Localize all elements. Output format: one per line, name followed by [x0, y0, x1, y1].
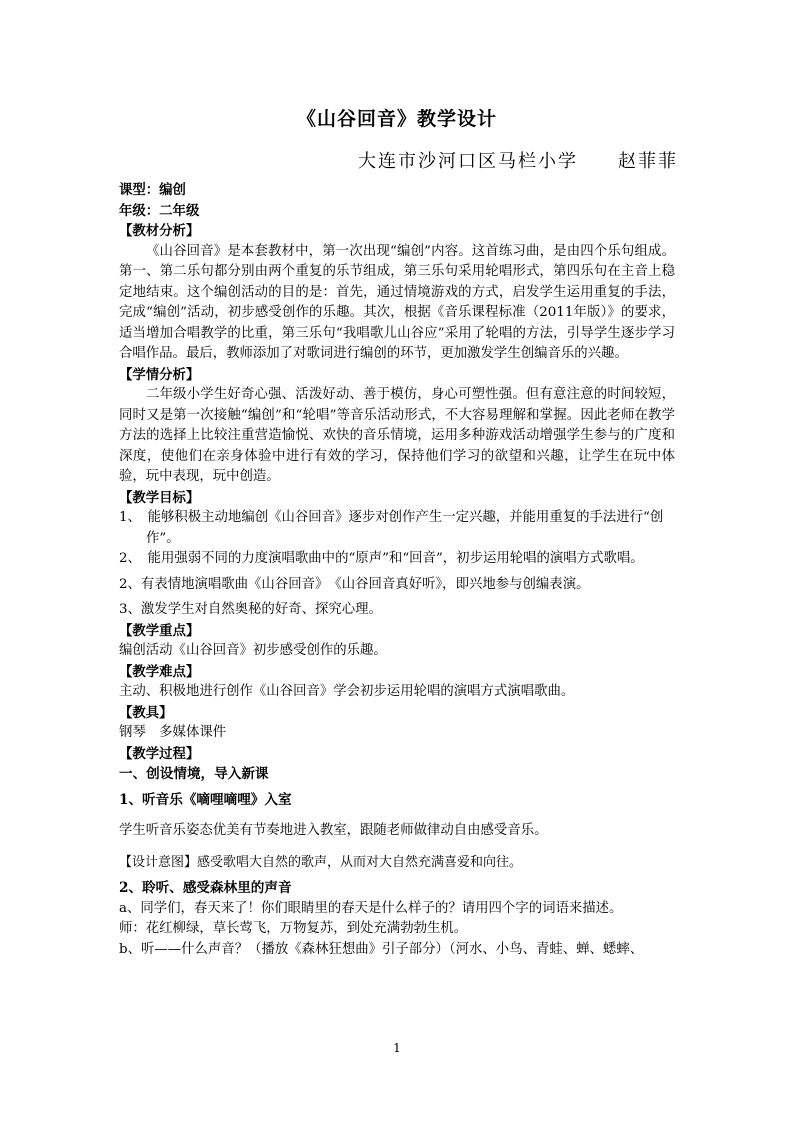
course-type: 课型：编创 — [119, 182, 186, 198]
process-step-text: b、听——什么声音？（播放《森林狂想曲》引子部分）（河水、小鸟、青蛙、蝉、蟋蟀、 — [119, 941, 644, 957]
objective-item: 1、 能够积极主动地编创《山谷回音》逐步对创作产生一定兴趣，并能用重复的手法进行“创作”。 — [119, 510, 664, 546]
page-number: 1 — [393, 1041, 401, 1055]
process-part-title: 一、创设情境，导入新课 — [119, 766, 269, 782]
key-points-text: 编创活动《山谷回音》初步感受创作的乐趣。 — [119, 643, 387, 658]
difficulties-text: 主动、积极地进行创作《山谷回音》学会初步运用轮唱的演唱方式演唱歌曲。 — [119, 684, 575, 699]
document-title: 《山谷回音》教学设计 — [296, 108, 497, 130]
heading-material-analysis: 【教材分析】 — [119, 223, 200, 239]
heading-process: 【教学过程】 — [119, 745, 200, 762]
heading-student-analysis: 【学情分析】 — [119, 366, 200, 383]
student-analysis-text: 二年级小学生好奇心强、活泼好动、善于模仿，身心可塑性强。但有意注意的时间较短，同时又是第一次接触“编创”和“轮唱”等音乐活动形式，不大容易理解和掌握。因此老师在教学方法的选择上比较注重营造愉悦、欢快的音乐情境，运用多种游戏活动增强学生参与的广度和深度，使他们在亲身体验中进行有效的学习，保持他们学习的欲望和兴趣，让学生在玩中体验，玩中表现，玩中创造。 — [119, 387, 675, 484]
process-step-text: 师：花红柳绿，草长莺飞，万物复苏，到处充满勃勃生机。 — [119, 921, 468, 936]
document-author: 大连市沙河口区马栏小学 赵菲菲 — [358, 151, 678, 172]
process-step-title: 2、聆听、感受森林里的声音 — [119, 880, 292, 896]
objective-item: 2、有表情地演唱歌曲《山谷回音》 《山谷回音真好听》，即兴地参与创编表演。 — [119, 576, 590, 592]
document-body — [119, 180, 675, 960]
objective-item: 3、激发学生对自然奥秘的好奇、探究心理。 — [119, 602, 382, 617]
grade-level: 年级：二年级 — [119, 202, 200, 219]
heading-tools: 【教具】 — [119, 704, 173, 721]
heading-difficulties: 【教学难点】 — [119, 663, 200, 680]
heading-key-points: 【教学重点】 — [119, 622, 200, 639]
process-step-text: a、同学们，春天来了！你们眼睛里的春天是什么样子的？请用四个字的词语来描述。 — [119, 900, 623, 916]
tools-text: 钢琴 多媒体课件 — [119, 725, 227, 740]
process-step-text: 学生听音乐姿态优美有节奏地进入教室，跟随老师做律动自由感受音乐。 — [119, 823, 548, 838]
design-intent: 【设计意图】感受歌唱大自然的歌声，从而对大自然充满喜爱和向往。 — [119, 854, 523, 870]
material-analysis-text: 《山谷回音》是本套教材中，第一次出现“编创”内容。这首练习曲，是由四个乐句组成。第一、第二乐句都分别由两个重复的乐节组成，第三乐句采用轮唱形式，第四乐句在主音上稳定地结束。这个编创活动的目的是：首先，通过情境游戏的方式，启发学生运用重复的手法，完成“编创”活动，初步感受创作的乐趣。其次，根据《音乐课程标准（2011年版）》的要求，适当增加合唱教学的比重，第三乐句“我唱歌儿山谷应”采用了轮唱的方法，引导学生逐步学习合唱作品。最后，教师添加了对歌词进行编创的环节，更加激发学生创编音乐的兴趣。 — [119, 243, 675, 361]
objective-item: 2、 能用强弱不同的力度演唱歌曲中的“原声”和“回音”，初步运用轮唱的演唱方式歌唱。 — [119, 551, 644, 566]
process-step-title: 1、听音乐《嘀哩嘀哩》入室 — [119, 791, 292, 808]
heading-objectives: 【教学目标】 — [119, 489, 200, 506]
